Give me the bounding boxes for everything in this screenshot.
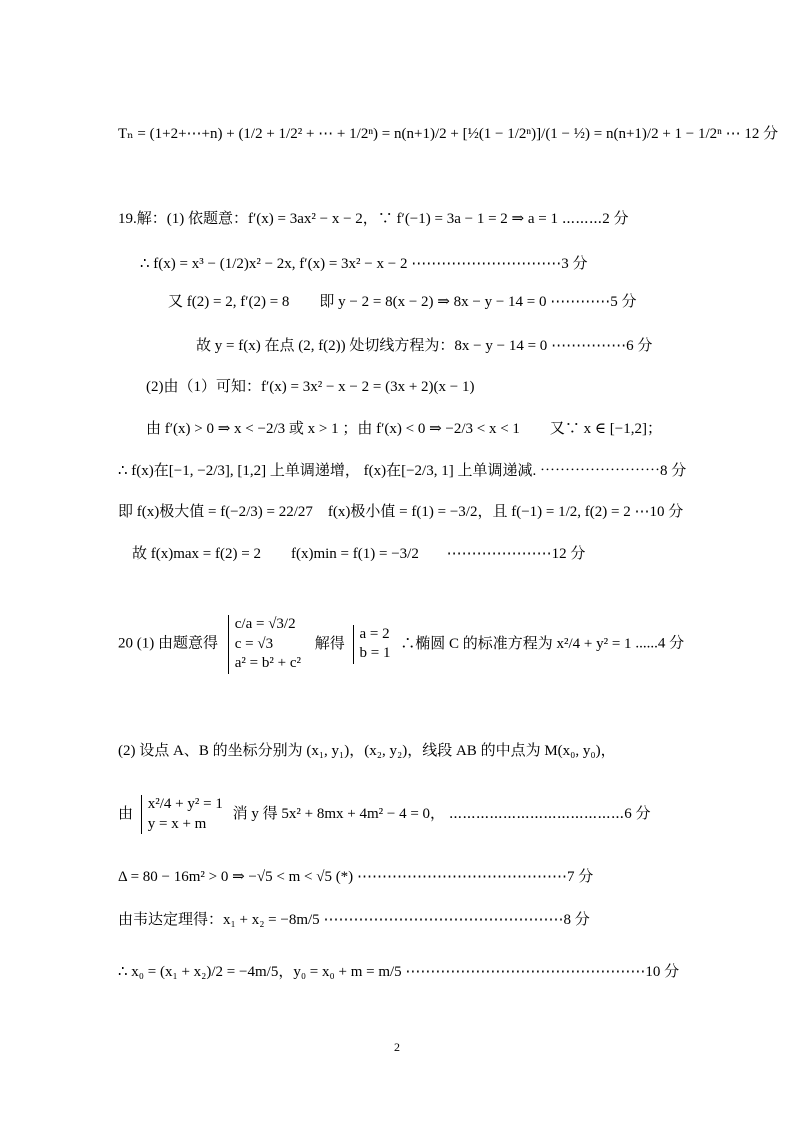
t-formula: Tₙ = (1+2+⋯+n) + (1/2 + 1/2² + ⋯ + 1/2ⁿ) = n(n+1)/2 + [½(1 − 1/2ⁿ)]/(1 − ½) = n(n+1)/2 + 1 − 1/2ⁿ bbox=[118, 126, 722, 142]
q20-part1-prefix: 20 (1) 由题意得 bbox=[118, 635, 218, 652]
q19-line8-text: 即 f(x)极大值 = f(−2/3) = 22/27 f(x)极小值 = f(1) = −3/2，且 f(−1) = 1/2, f(2) = 2 bbox=[118, 504, 631, 520]
q20-part1-suffix: ∴椭圆 C 的标准方程为 x²/4 + y² = 1 bbox=[400, 635, 632, 652]
q19-line3-score: ⋯⋯⋯⋯5 分 bbox=[550, 294, 637, 310]
q20-x0-line bbox=[118, 963, 679, 981]
q20-delta-score: ⋯⋯⋯⋯⋯⋯⋯⋯⋯⋯⋯⋯⋯⋯7 分 bbox=[356, 869, 594, 885]
q19-line1-score: ⋯⋯⋯2 分 bbox=[561, 211, 629, 227]
q19-line1-text: 19.解：(1) 依题意：f′(x) = 3ax² − x − 2，∵ f′(−1) = 3a − 1 = 2 ⇒ a = 1 bbox=[118, 211, 558, 227]
q20-delta: Δ = 80 − 16m² > 0 ⇒ −√5 < m < √5 (*) bbox=[118, 869, 354, 885]
q19-line5-text: (2)由（1）可知：f′(x) = 3x² − x − 2 = (3x + 2)(x − 1) bbox=[146, 379, 475, 395]
q20-system1-eq1: c/a = √3/2 bbox=[234, 616, 296, 632]
q20-vieta: 由韦达定理得：x₁ + x₂ = −8m/5 bbox=[118, 912, 320, 928]
q20-system3-suffix: 消 y 得 5x² + 8mx + 4m² − 4 = 0， bbox=[232, 805, 446, 822]
t-formula-score: ⋯ 12 分 bbox=[725, 126, 779, 142]
q19-line7-score: ⋯⋯⋯⋯⋯⋯⋯⋯8 分 bbox=[539, 463, 687, 479]
q19-line7-text: ∴ f(x)在[−1, −2/3], [1,2] 上单调递增， f(x)在[−2/3, 1] 上单调递减. bbox=[118, 463, 537, 479]
q20-system3 bbox=[141, 795, 223, 834]
q20-system3-score: ⋯⋯⋯⋯⋯⋯⋯⋯⋯⋯⋯⋯⋯6 分 bbox=[448, 805, 651, 822]
q20-system3-prefix: 由 bbox=[118, 805, 134, 822]
q19-line3 bbox=[168, 293, 637, 311]
q20-x0-score: ⋯⋯⋯⋯⋯⋯⋯⋯⋯⋯⋯⋯⋯⋯⋯⋯10 分 bbox=[405, 964, 680, 980]
q19-line4-text: 故 y = f(x) 在点 (2, f(2)) 处切线方程为：8x − y − 14 = 0 bbox=[196, 338, 548, 354]
q20-system1-eq2: c = √3 bbox=[234, 635, 274, 652]
q20-delta-line bbox=[118, 868, 593, 886]
t-formula-line bbox=[118, 125, 778, 143]
q19-line7 bbox=[118, 462, 686, 480]
q20-system3-eq1: x²/4 + y² = 1 bbox=[147, 796, 223, 812]
q20-part2-intro bbox=[118, 742, 616, 760]
q19-line4 bbox=[196, 337, 652, 355]
q20-system1 bbox=[228, 615, 301, 674]
q19-line2-text: ∴ f(x) = x³ − (1/2)x² − 2x, f′(x) = 3x² − x − 2 bbox=[140, 256, 408, 272]
q19-line8 bbox=[118, 503, 683, 521]
q19-line9 bbox=[132, 545, 585, 563]
q20-solve-label: 解得 bbox=[314, 635, 345, 652]
q20-system3-line bbox=[118, 795, 651, 834]
q19-line2 bbox=[140, 255, 587, 273]
q19-line9-text: 故 f(x)max = f(2) = 2 f(x)min = f(1) = −3/2 bbox=[132, 546, 419, 562]
q20-system3-eq2: y = x + m bbox=[147, 815, 207, 832]
q19-line6 bbox=[146, 420, 662, 438]
q19-line1 bbox=[118, 210, 629, 228]
q20-part1-score: ......4 分 bbox=[635, 635, 685, 652]
q20-system2-eq1: a = 2 bbox=[359, 625, 390, 642]
page-number: 2 bbox=[394, 1040, 400, 1054]
q20-system2 bbox=[353, 625, 391, 664]
q19-line5 bbox=[146, 378, 475, 396]
q19-line4-score: ⋯⋯⋯⋯⋯6 分 bbox=[551, 338, 653, 354]
q20-vieta-score: ⋯⋯⋯⋯⋯⋯⋯⋯⋯⋯⋯⋯⋯⋯⋯⋯8 分 bbox=[323, 912, 590, 928]
q20-part2-intro-text: (2) 设点 A、B 的坐标分别为 (x₁, y₁)，(x₂, y₂)，线段 AB 的中点为 M(x₀, y₀)， bbox=[118, 743, 616, 759]
q19-line2-score: ⋯⋯⋯⋯⋯⋯⋯⋯⋯⋯3 分 bbox=[411, 256, 588, 272]
q20-vieta-line bbox=[118, 911, 590, 929]
q19-line6-text: 由 f′(x) > 0 ⇒ x < −2/3 或 x > 1 ；由 f′(x) < 0 ⇒ −2/3 < x < 1 又∵ x ∈ [−1,2]； bbox=[146, 421, 662, 437]
q19-line9-score: ⋯⋯⋯⋯⋯⋯⋯12 分 bbox=[446, 546, 586, 562]
q19-line8-score: ⋯10 分 bbox=[634, 504, 684, 520]
q19-line3-text: 又 f(2) = 2, f′(2) = 8 即 y − 2 = 8(x − 2) ⇒ 8x − y − 14 = 0 bbox=[168, 294, 547, 310]
q20-system1-eq3: a² = b² + c² bbox=[234, 655, 301, 671]
q20-part1 bbox=[118, 615, 684, 674]
q20-system2-eq2: b = 1 bbox=[359, 645, 391, 662]
q20-x0: ∴ x₀ = (x₁ + x₂)/2 = −4m/5，y₀ = x₀ + m = m/5 bbox=[118, 964, 402, 980]
